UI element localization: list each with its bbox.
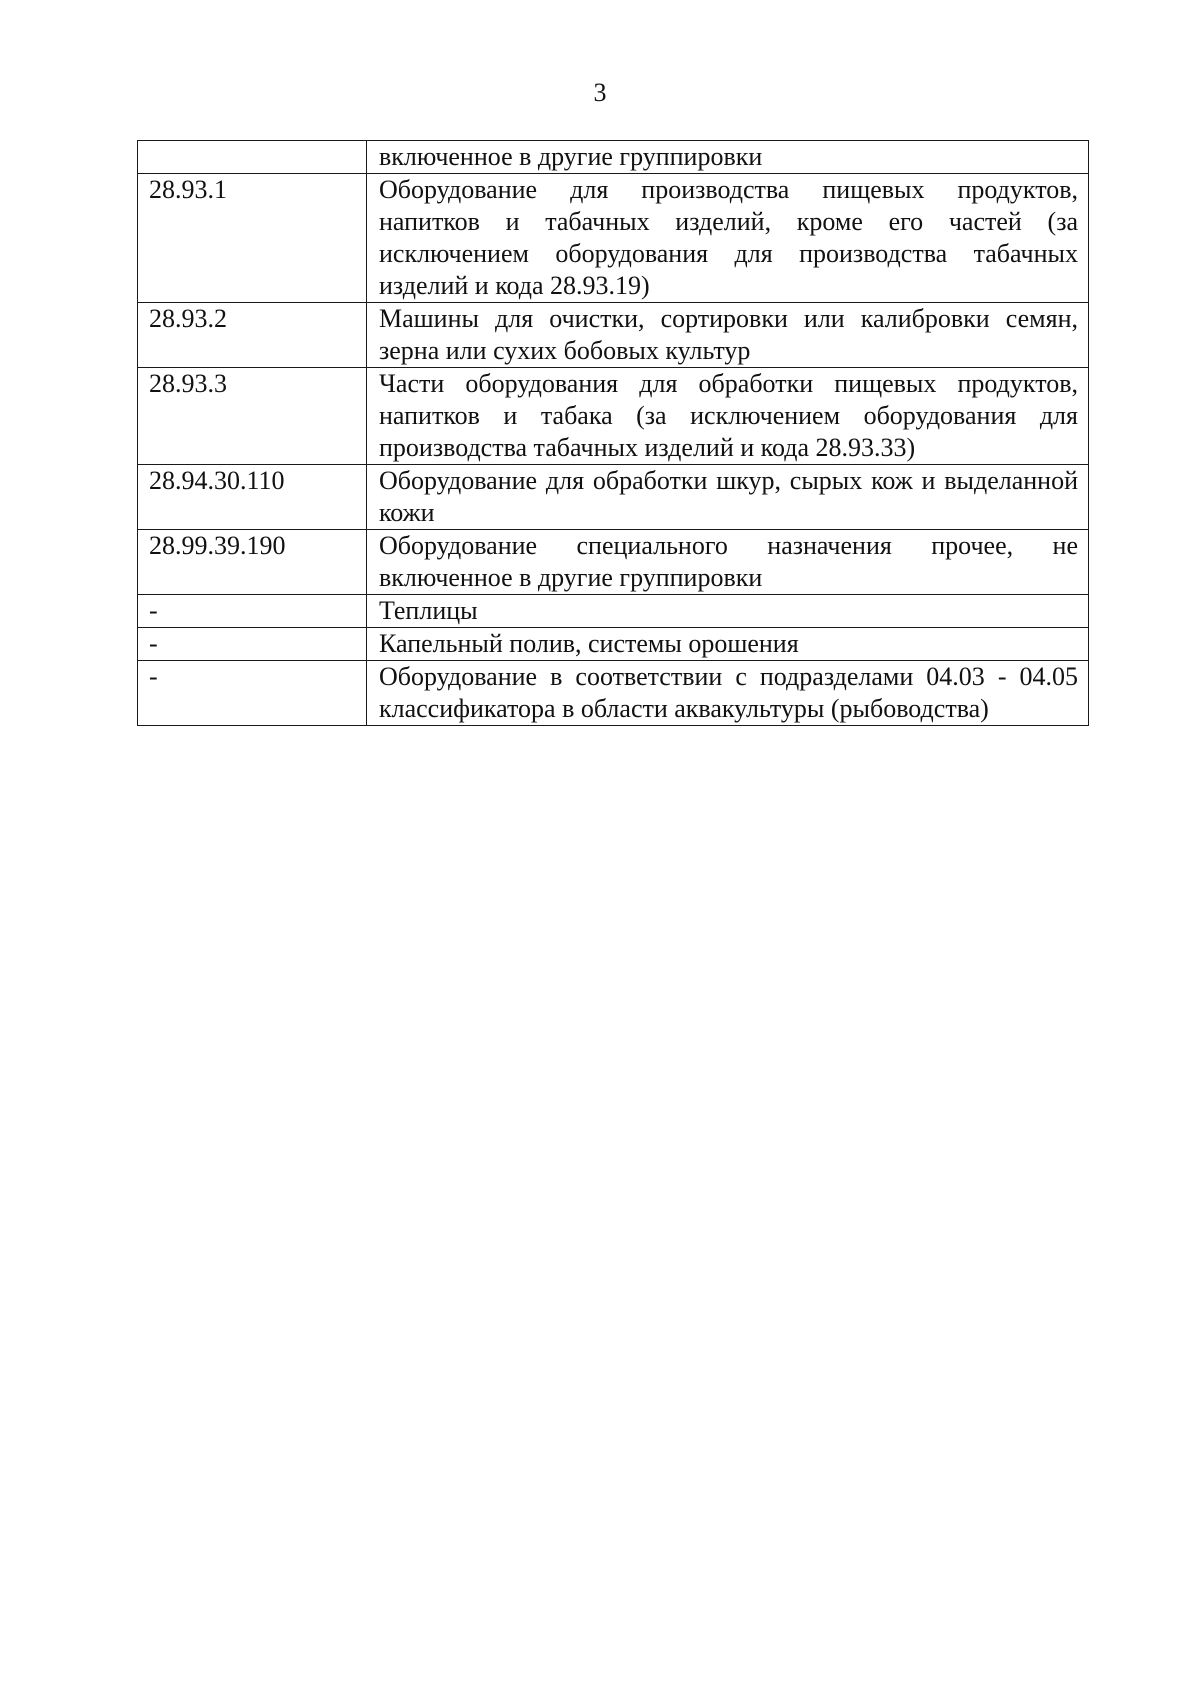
table-row xyxy=(138,628,1089,661)
code-cell: 28.93.3 xyxy=(138,368,367,465)
code-cell xyxy=(138,141,367,174)
code-cell: 28.99.39.190 xyxy=(138,530,367,595)
table-row xyxy=(138,174,1089,303)
table-row xyxy=(138,303,1089,368)
description-cell: Теплицы xyxy=(367,595,1089,628)
description-cell: Части оборудования для обработки пищевых продуктов, напитков и табака (за исключением оборудования для производства табачных изделий и кода 28.93.33) xyxy=(367,368,1089,465)
classification-table xyxy=(137,140,1089,726)
description-cell: Машины для очистки, сортировки или калибровки семян, зерна или сухих бобовых культур xyxy=(367,303,1089,368)
description-cell: Оборудование в соответствии с подразделами 04.03 - 04.05 классификатора в области аквакультуры (рыбоводства) xyxy=(367,661,1089,726)
description-cell: Оборудование специального назначения прочее, не включенное в другие группировки xyxy=(367,530,1089,595)
description-cell: Оборудование для производства пищевых продуктов, напитков и табачных изделий, кроме его частей (за исключением оборудования для производства табачных изделий и кода 28.93.19) xyxy=(367,174,1089,303)
table-row xyxy=(138,368,1089,465)
code-cell: - xyxy=(138,595,367,628)
description-cell: включенное в другие группировки xyxy=(367,141,1089,174)
table-row xyxy=(138,595,1089,628)
table-row xyxy=(138,141,1089,174)
code-cell: 28.93.1 xyxy=(138,174,367,303)
page-number: 3 xyxy=(593,78,607,107)
description-cell: Оборудование для обработки шкур, сырых кож и выделанной кожи xyxy=(367,465,1089,530)
table-row xyxy=(138,661,1089,726)
code-cell: 28.93.2 xyxy=(138,303,367,368)
code-cell: 28.94.30.110 xyxy=(138,465,367,530)
table-row xyxy=(138,530,1089,595)
code-cell: - xyxy=(138,628,367,661)
table-row xyxy=(138,465,1089,530)
code-cell: - xyxy=(138,661,367,726)
description-cell: Капельный полив, системы орошения xyxy=(367,628,1089,661)
